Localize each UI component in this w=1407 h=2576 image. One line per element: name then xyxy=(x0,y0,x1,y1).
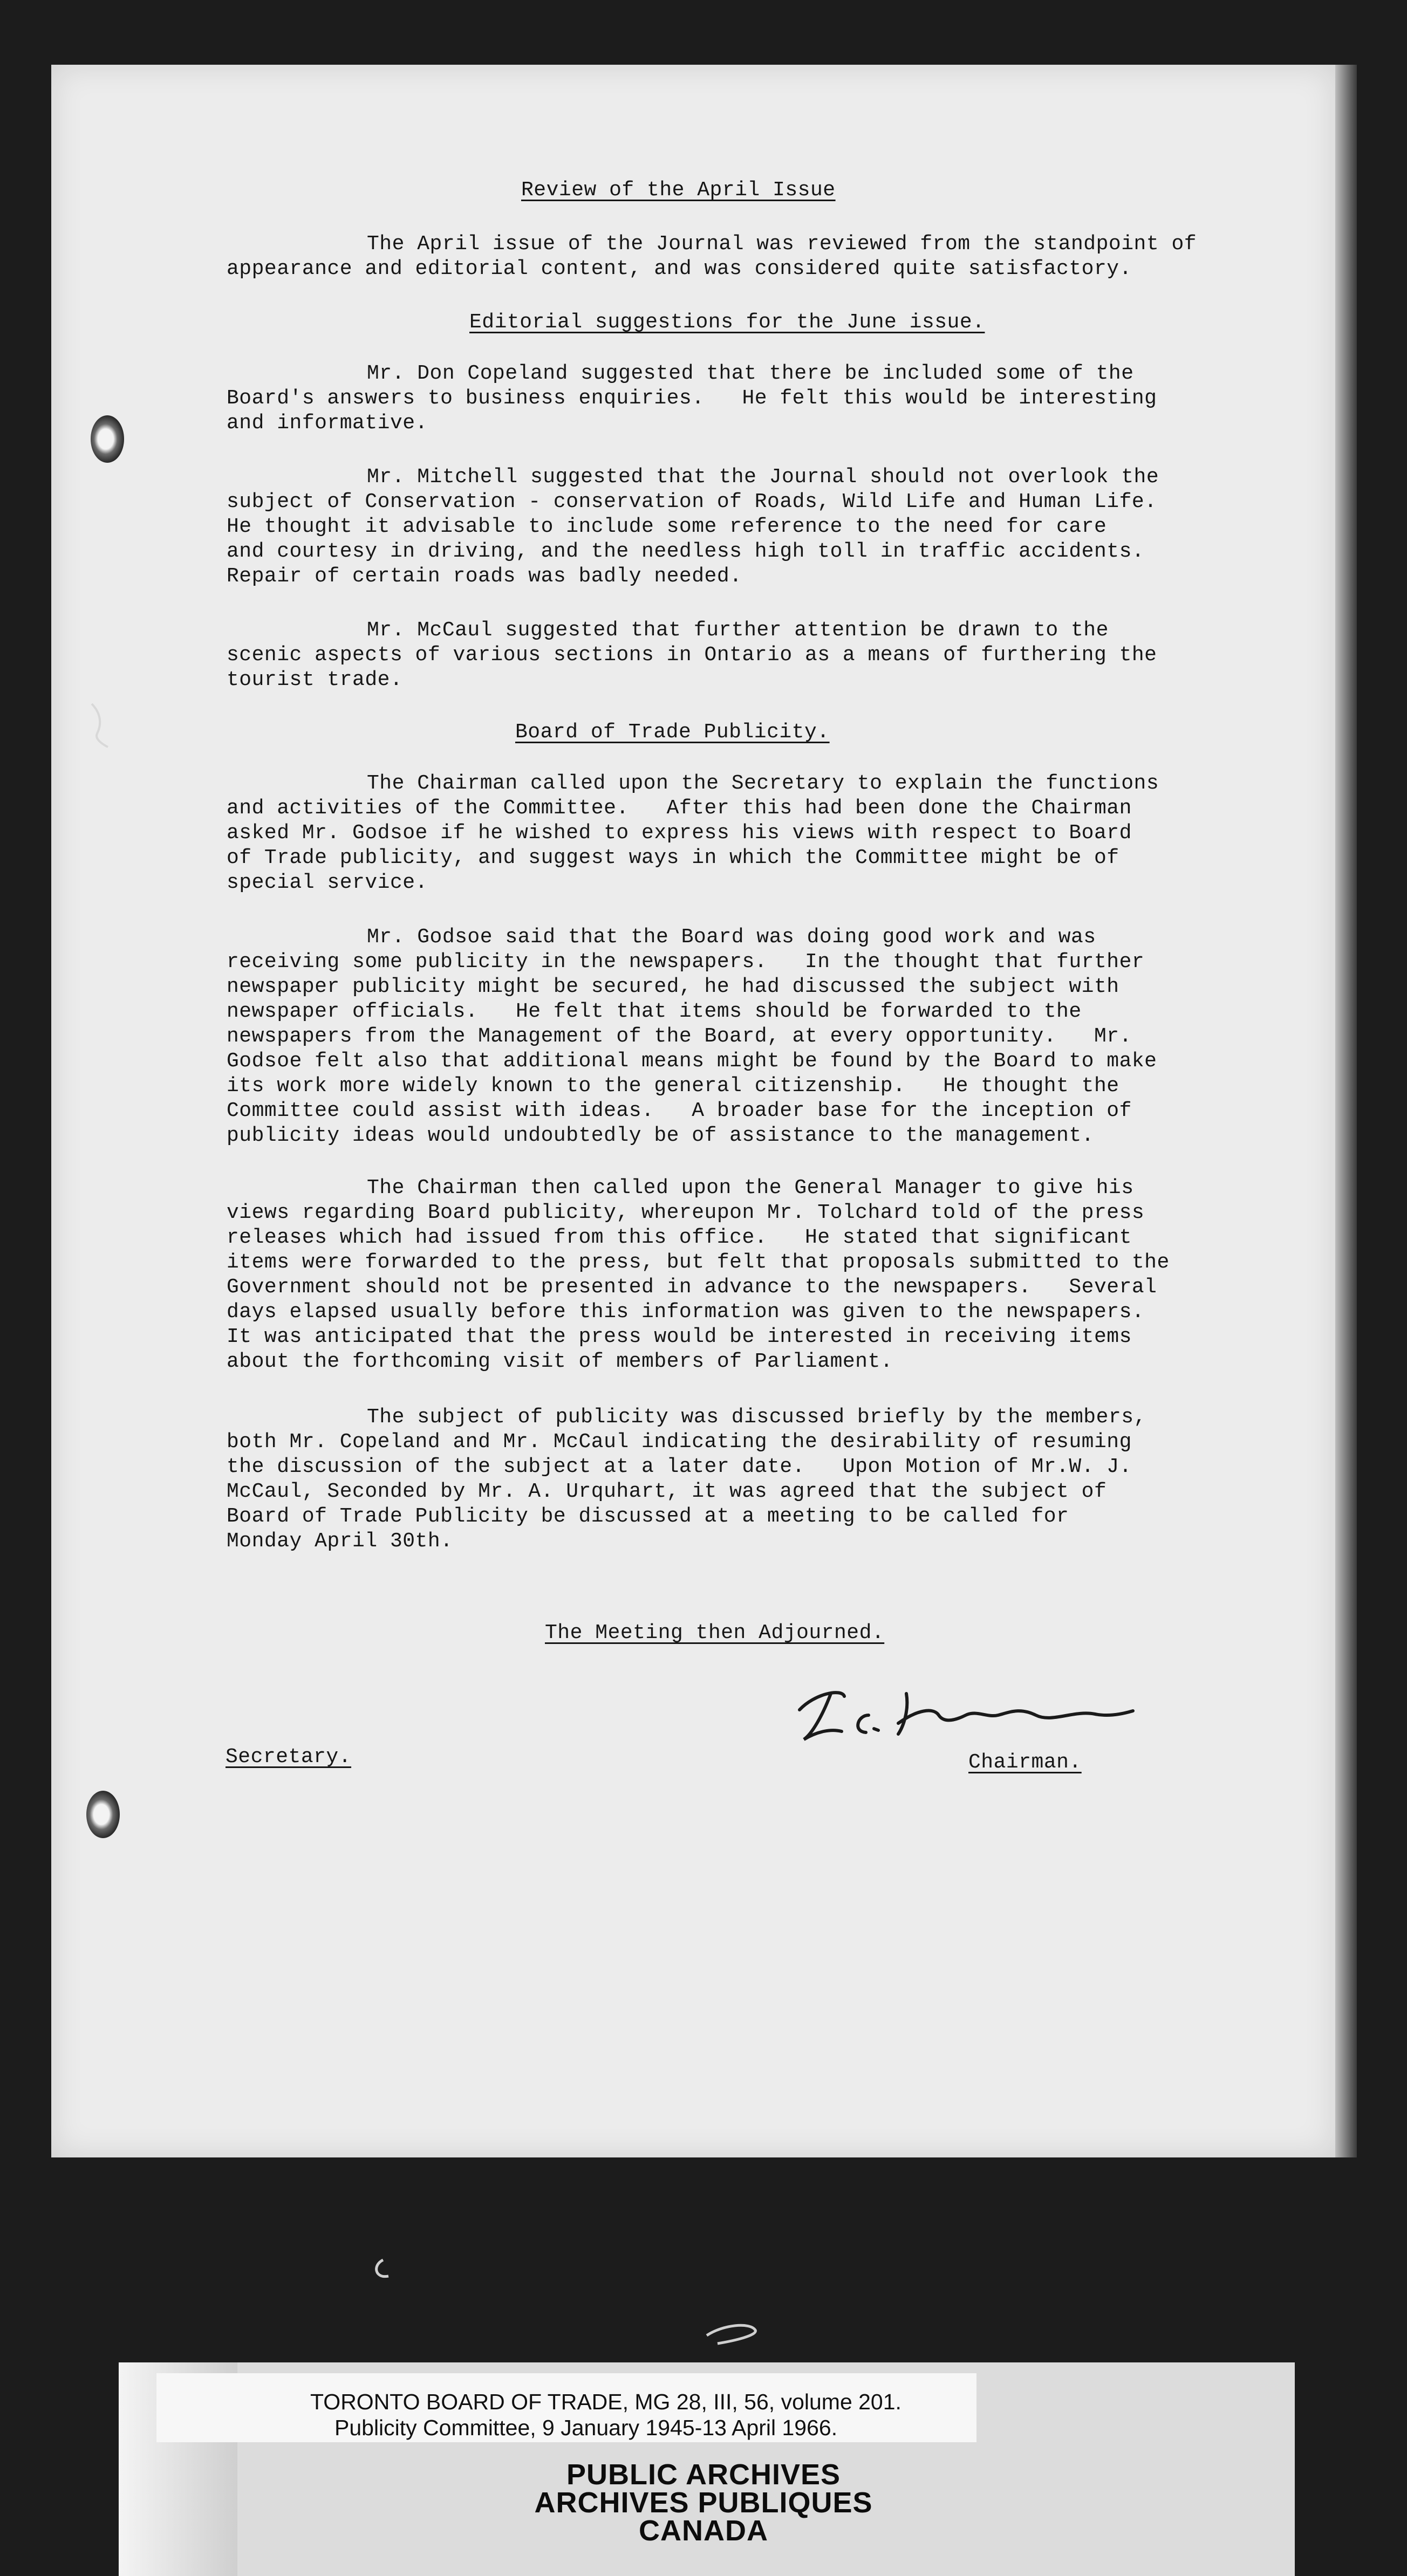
paragraph-line: Monday April 30th. xyxy=(227,1530,453,1553)
paragraph-mccaul xyxy=(227,618,1230,693)
paragraph-chairman xyxy=(227,771,1230,895)
paragraph-line: scenic aspects of various sections in Ontario as a means of furthering the xyxy=(227,643,1157,667)
paragraph-line: newspaper officials. He felt that items should be forwarded to the xyxy=(227,1000,1082,1023)
chairman-signature xyxy=(793,1672,1138,1753)
paragraph-godsoe xyxy=(227,925,1230,1148)
page-shadow-edge xyxy=(1335,65,1357,2157)
paragraph-line: and courtesy in driving, and the needless high toll in traffic accidents. xyxy=(227,540,1145,563)
paragraph-line: releases which had issued from this office. He stated that significant xyxy=(227,1226,1132,1249)
paragraph-copeland xyxy=(227,361,1230,436)
paragraph-line: Board's answers to business enquiries. He felt this would be interesting xyxy=(227,387,1157,410)
paragraph-line: its work more widely known to the general citizenship. He thought the xyxy=(227,1074,1119,1098)
archive-name-french: ARCHIVES PUBLIQUES xyxy=(534,2486,873,2519)
paragraph-line: The Chairman called upon the Secretary to explain the functions xyxy=(367,772,1159,795)
paragraph-line: The Chairman then called upon the General Manager to give his xyxy=(367,1176,1134,1200)
paragraph-line: McCaul, Seconded by Mr. A. Urquhart, it was agreed that the subject of xyxy=(227,1480,1107,1503)
archive-reference-line-1: TORONTO BOARD OF TRADE, MG 28, III, 56, volume 201. xyxy=(310,2389,901,2414)
paragraph-line: It was anticipated that the press would be interested in receiving items xyxy=(227,1325,1132,1348)
secretary-label: Secretary. xyxy=(226,1745,352,1769)
paragraph-line: the discussion of the subject at a later date. Upon Motion of Mr.W. J. xyxy=(227,1455,1132,1478)
paragraph-line: appearance and editorial content, and was considered quite satisfactory. xyxy=(227,257,1132,280)
paragraph-line: Repair of certain roads was badly needed. xyxy=(227,565,742,588)
archive-reference-line-2: Publicity Committee, 9 January 1945-13 April 1966. xyxy=(334,2415,838,2440)
heading-board-of-trade-publicity: Board of Trade Publicity. xyxy=(515,721,830,744)
chairman-label: Chairman. xyxy=(968,1751,1082,1774)
paragraph-line: subject of Conservation - conservation of Roads, Wild Life and Human Life. xyxy=(227,490,1157,513)
paragraph-line: Government should not be presented in advance to the newspapers. Several xyxy=(227,1276,1157,1299)
heading-review-april-issue: Review of the April Issue xyxy=(521,179,836,202)
archive-country: CANADA xyxy=(639,2515,768,2547)
paragraph-line: days elapsed usually before this information was given to the newspapers. xyxy=(227,1300,1145,1324)
paragraph-line: Committee could assist with ideas. A broader base for the inception of xyxy=(227,1099,1132,1122)
paragraph-line: publicity ideas would undoubtedly be of assistance to the management. xyxy=(227,1124,1094,1147)
paragraph-line: asked Mr. Godsoe if he wished to express his views with respect to Board xyxy=(227,821,1132,845)
paragraph-review xyxy=(227,232,1230,282)
pencil-mark xyxy=(701,2319,766,2352)
paragraph-line: He thought it advisable to include some reference to the need for care xyxy=(227,515,1107,538)
paragraph-line: and informative. xyxy=(227,412,428,435)
paragraph-line: newspaper publicity might be secured, he had discussed the subject with xyxy=(227,975,1119,998)
paragraph-line: newspapers from the Management of the Board, at every opportunity. Mr. xyxy=(227,1025,1132,1048)
paragraph-line: Mr. Godsoe said that the Board was doing good work and was xyxy=(367,926,1096,949)
paragraph-mitchell xyxy=(227,465,1230,589)
meeting-adjourned: The Meeting then Adjourned. xyxy=(545,1621,885,1645)
paragraph-line: of Trade publicity, and suggest ways in which the Committee might be of xyxy=(227,846,1119,869)
paragraph-line: Godsoe felt also that additional means might be found by the Board to make xyxy=(227,1050,1157,1073)
paragraph-line: tourist trade. xyxy=(227,668,403,691)
binder-hole-bottom xyxy=(86,1791,120,1838)
paragraph-line: both Mr. Copeland and Mr. McCaul indicating the desirability of resuming xyxy=(227,1430,1132,1454)
paragraph-line: Mr. McCaul suggested that further attention be drawn to the xyxy=(367,619,1109,642)
paragraph-line: Board of Trade Publicity be discussed at a meeting to be called for xyxy=(227,1505,1069,1528)
paragraph-line: receiving some publicity in the newspapers. In the thought that further xyxy=(227,950,1145,974)
paragraph-line: Mr. Don Copeland suggested that there be included some of the xyxy=(367,362,1134,385)
archive-name-english: PUBLIC ARCHIVES xyxy=(566,2458,841,2491)
paragraph-line: items were forwarded to the press, but felt that proposals submitted to the xyxy=(227,1251,1170,1274)
paragraph-line: special service. xyxy=(227,871,428,894)
paragraph-general-manager xyxy=(227,1176,1230,1374)
paragraph-line: The April issue of the Journal was reviewed from the standpoint of xyxy=(367,232,1197,256)
paragraph-subject-of-publicity xyxy=(227,1405,1230,1554)
paragraph-line: and activities of the Committee. After this had been done the Chairman xyxy=(227,797,1132,820)
paragraph-line: views regarding Board publicity, whereupon Mr. Tolchard told of the press xyxy=(227,1201,1145,1224)
paragraph-line: The subject of publicity was discussed briefly by the members, xyxy=(367,1406,1146,1429)
pencil-mark xyxy=(367,2255,399,2287)
paragraph-line: about the forthcoming visit of members of Parliament. xyxy=(227,1350,893,1373)
pencil-mark xyxy=(81,701,113,750)
paragraph-line: Mr. Mitchell suggested that the Journal should not overlook the xyxy=(367,465,1159,489)
binder-hole-top xyxy=(91,415,124,463)
heading-editorial-suggestions: Editorial suggestions for the June issue. xyxy=(469,311,985,334)
